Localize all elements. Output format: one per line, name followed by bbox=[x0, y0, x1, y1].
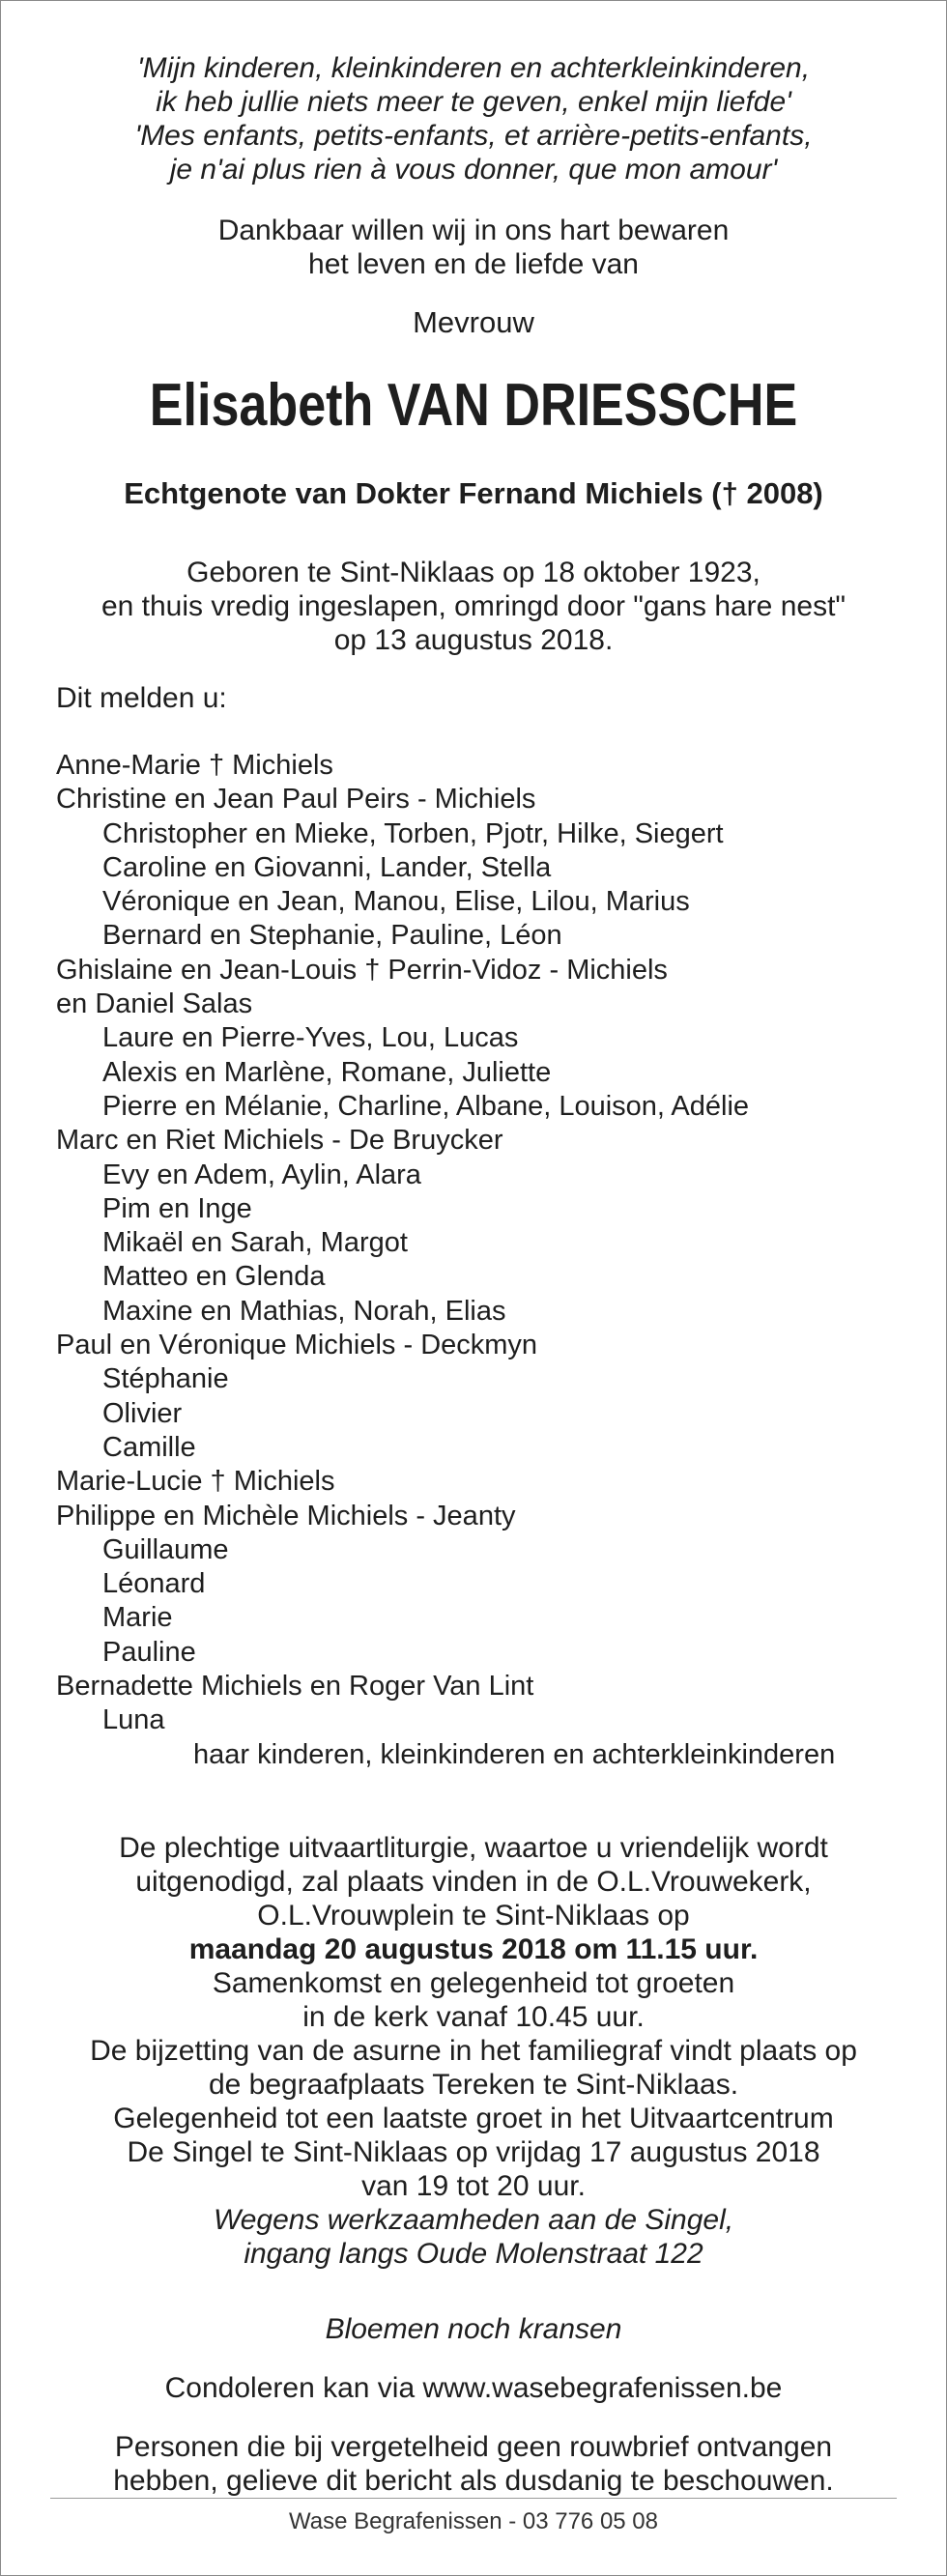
family-member-line: Anne-Marie † Michiels bbox=[56, 750, 333, 781]
family-descendant-line: Maxine en Mathias, Norah, Elias bbox=[102, 1295, 506, 1327]
family-summary-line: haar kinderen, kleinkinderen en achterkleinkinderen bbox=[193, 1738, 836, 1770]
ceremony-line: de begraafplaats Tereken te Sint-Niklaas. bbox=[208, 2069, 739, 2101]
birth-death-text bbox=[0, 556, 947, 657]
condolence-line bbox=[0, 2371, 947, 2405]
family-descendant-line: Pim en Inge bbox=[102, 1192, 252, 1224]
family-descendant-line: Stéphanie bbox=[102, 1363, 229, 1395]
ceremony-line: Samenkomst en gelegenheid tot groeten bbox=[212, 1967, 735, 1999]
quote-line: 'Mijn kinderen, kleinkinderen en achterkleinkinderen, bbox=[136, 52, 811, 84]
condolence-text: Condoleren kan via www.wasebegrafenissen.be bbox=[164, 2372, 783, 2404]
family-descendant-line: Olivier bbox=[102, 1397, 183, 1429]
ceremony-line: van 19 tot 20 uur. bbox=[361, 2170, 586, 2202]
ceremony-line: uitgenodigd, zal plaats vinden in de O.L.Vrouwekerk, bbox=[135, 1866, 812, 1898]
closing-text bbox=[0, 2430, 947, 2498]
family-member-line: Marie-Lucie † Michiels bbox=[56, 1466, 335, 1498]
family-member-line: Marc en Riet Michiels - De Bruycker bbox=[56, 1125, 503, 1157]
family-descendant-line: Luna bbox=[102, 1704, 165, 1736]
family-descendant-line: Mikaël en Sarah, Margot bbox=[102, 1227, 408, 1259]
ceremony-details bbox=[0, 1831, 947, 2271]
ceremony-line: maandag 20 augustus 2018 om 11.15 uur. bbox=[188, 1933, 759, 1965]
ceremony-line: ingang langs Oude Molenstraat 122 bbox=[244, 2238, 703, 2270]
opening-quote bbox=[0, 51, 947, 186]
announce-label bbox=[56, 681, 227, 715]
family-descendant-line: Evy en Adem, Aylin, Alara bbox=[102, 1159, 421, 1190]
footer-contact: Wase Begrafenissen - 03 776 05 08 bbox=[288, 2508, 659, 2534]
ceremony-line: Wegens werkzaamheden aan de Singel, bbox=[213, 2204, 734, 2236]
intro-line: Dankbaar willen wij in ons hart bewaren bbox=[217, 215, 730, 246]
quote-line: je n'ai plus rien à vous donner, que mon amour' bbox=[169, 154, 778, 186]
birth-death-line: en thuis vredig ingeslapen, omringd door "gans hare nest" bbox=[100, 590, 847, 622]
intro-line: het leven en de liefde van bbox=[308, 248, 639, 280]
closing-line: Personen die bij vergetelheid geen rouwbrief ontvangen bbox=[114, 2431, 833, 2463]
family-member-line: Ghislaine en Jean-Louis † Perrin-Vidoz - Michiels bbox=[56, 954, 668, 986]
flowers-note-text: Bloemen noch kransen bbox=[325, 2313, 622, 2345]
family-list bbox=[56, 749, 835, 1772]
family-descendant-line: Caroline en Giovanni, Lander, Stella bbox=[102, 851, 552, 883]
family-member-line: Philippe en Michèle Michiels - Jeanty bbox=[56, 1500, 516, 1531]
quote-line: ik heb jullie niets meer te geven, enkel mijn liefde' bbox=[156, 86, 791, 118]
family-descendant-line: Léonard bbox=[102, 1568, 206, 1600]
family-descendant-line: Pauline bbox=[102, 1636, 196, 1668]
ceremony-line: De plechtige uitvaartliturgie, waartoe u vriendelijk wordt bbox=[119, 1832, 828, 1864]
spouse-line: Echtgenote van Dokter Fernand Michiels († 2008) bbox=[124, 476, 823, 510]
closing-line: hebben, gelieve dit bericht als dusdanig te beschouwen. bbox=[113, 2465, 834, 2497]
family-member-line: en Daniel Salas bbox=[56, 988, 253, 1020]
family-descendant-line: Marie bbox=[102, 1602, 173, 1634]
footer-divider bbox=[50, 2498, 897, 2499]
ceremony-line: in de kerk vanaf 10.45 uur. bbox=[302, 2001, 645, 2033]
salutation-text: Mevrouw bbox=[413, 305, 534, 339]
ceremony-line: De bijzetting van de asurne in het familiegraf vindt plaats op bbox=[90, 2035, 857, 2067]
family-descendant-line: Laure en Pierre-Yves, Lou, Lucas bbox=[102, 1022, 519, 1054]
ceremony-line: Gelegenheid tot een laatste groet in het Uitvaartcentrum bbox=[113, 2103, 834, 2134]
family-descendant-line: Camille bbox=[102, 1431, 196, 1463]
deceased-name: Elisabeth VAN DRIESSCHE bbox=[149, 372, 798, 439]
flowers-note bbox=[0, 2312, 947, 2346]
announce-label-text: Dit melden u: bbox=[56, 682, 227, 714]
ceremony-line: De Singel te Sint-Niklaas op vrijdag 17 augustus 2018 bbox=[127, 2136, 820, 2168]
family-member-line: Bernadette Michiels en Roger Van Lint bbox=[56, 1671, 534, 1703]
family-member-line: Christine en Jean Paul Peirs - Michiels bbox=[56, 784, 536, 816]
intro-text bbox=[0, 214, 947, 281]
family-descendant-line: Christopher en Mieke, Torben, Pjotr, Hilke, Siegert bbox=[102, 817, 724, 849]
salutation bbox=[0, 305, 947, 339]
quote-line: 'Mes enfants, petits-enfants, et arrière-petits-enfants, bbox=[134, 120, 813, 152]
birth-death-line: Geboren te Sint-Niklaas op 18 oktober 1923, bbox=[187, 557, 760, 588]
family-descendant-line: Pierre en Mélanie, Charline, Albane, Louison, Adélie bbox=[102, 1090, 750, 1122]
family-descendant-line: Véronique en Jean, Manou, Elise, Lilou, Marius bbox=[102, 886, 690, 918]
family-descendant-line: Guillaume bbox=[102, 1533, 229, 1565]
birth-death-line: op 13 augustus 2018. bbox=[333, 624, 614, 656]
ceremony-line: O.L.Vrouwplein te Sint-Niklaas op bbox=[257, 1900, 690, 1932]
family-descendant-line: Alexis en Marlène, Romane, Juliette bbox=[102, 1056, 552, 1088]
family-member-line: Paul en Véronique Michiels - Deckmyn bbox=[56, 1330, 538, 1361]
family-descendant-line: Bernard en Stephanie, Pauline, Léon bbox=[102, 920, 562, 952]
family-descendant-line: Matteo en Glenda bbox=[102, 1261, 326, 1293]
